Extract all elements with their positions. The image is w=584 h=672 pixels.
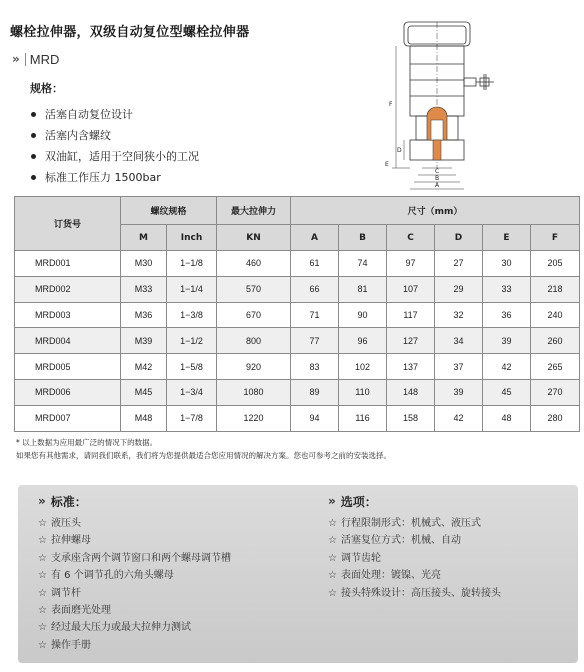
- bullet-icon: [31, 133, 36, 138]
- bullet-icon: [31, 154, 36, 159]
- optional-label: 选项：: [340, 494, 377, 509]
- page-title: 螺栓拉伸器，双级自动复位型螺栓拉伸器: [10, 25, 250, 40]
- table-cell: 270: [531, 379, 580, 405]
- dimension-label: C: [435, 168, 440, 175]
- table-cell: 460: [217, 251, 291, 277]
- optional-section: [328, 493, 501, 602]
- footnote-line: * 以上数据为应用最广泛的情况下的数据。: [16, 438, 158, 447]
- list-item: ☆ 支承座含两个调节窗口和两个螺母调节槽: [38, 552, 231, 564]
- star-icon: ☆: [38, 622, 47, 634]
- list-item: ☆ 液压头: [38, 518, 81, 529]
- table-cell: 127: [387, 328, 435, 354]
- column-header: 最大拉伸力: [217, 197, 291, 225]
- double-chevron-icon: »: [12, 52, 17, 66]
- table-cell: 240: [531, 302, 580, 328]
- table-cell: 33: [483, 276, 531, 302]
- table-cell: MRD003: [15, 302, 121, 328]
- table-cell: 77: [291, 328, 339, 354]
- table-cell: 37: [435, 354, 483, 380]
- table-cell: 205: [531, 251, 580, 277]
- list-item: ☆ 经过最大压力或最大拉伸力测试: [38, 622, 191, 634]
- specs-item: 活塞内含螺纹: [45, 129, 111, 142]
- column-header: E: [483, 225, 531, 251]
- table-cell: 89: [291, 379, 339, 405]
- list-item: [30, 104, 360, 125]
- table-cell: 27: [435, 251, 483, 277]
- star-icon: ☆: [328, 552, 337, 564]
- table-cell: 71: [291, 302, 339, 328]
- column-header: C: [387, 225, 435, 251]
- list-item: ☆ 活塞复位方式：机械、自动: [328, 535, 461, 547]
- tensioner-diagram: [380, 18, 504, 194]
- specs-item: 活塞自动复位设计: [45, 108, 133, 121]
- table-cell: 1220: [217, 405, 291, 431]
- column-header: 订货号: [15, 197, 121, 251]
- table-cell: MRD004: [15, 328, 121, 354]
- star-icon: ☆: [38, 587, 47, 599]
- table-cell: 39: [435, 379, 483, 405]
- column-header: 尺寸（mm）: [291, 197, 580, 225]
- table-cell: M45: [121, 379, 167, 405]
- column-header: D: [435, 225, 483, 251]
- table-cell: M36: [121, 302, 167, 328]
- table-cell: 42: [483, 354, 531, 380]
- star-icon: ☆: [328, 570, 337, 582]
- column-header: M: [121, 225, 167, 251]
- table-cell: 1−3/4: [167, 379, 217, 405]
- table-cell: 32: [435, 302, 483, 328]
- list-item: ☆ 拉伸螺母: [38, 535, 91, 547]
- table-cell: M39: [121, 328, 167, 354]
- table-cell: MRD002: [15, 276, 121, 302]
- table-cell: 34: [435, 328, 483, 354]
- standard-section: [38, 493, 231, 654]
- table-cell: 137: [387, 354, 435, 380]
- list-item: ☆ 调节杆: [38, 587, 81, 599]
- table-cell: 61: [291, 251, 339, 277]
- star-icon: ☆: [328, 518, 337, 529]
- specs-section: [30, 80, 360, 188]
- table-cell: 45: [483, 379, 531, 405]
- specs-item: 标准工作压力 1500bar: [45, 171, 161, 184]
- model-highlight: [70, 51, 190, 67]
- table-cell: 260: [531, 328, 580, 354]
- table-cell: 42: [435, 405, 483, 431]
- footnote: [16, 436, 391, 462]
- list-item: [30, 125, 360, 146]
- table-cell: 102: [339, 354, 387, 380]
- table-row: [15, 302, 580, 328]
- options-panel: [18, 485, 578, 663]
- dimension-label: D: [397, 147, 402, 154]
- table-cell: 83: [291, 354, 339, 380]
- table-cell: MRD006: [15, 379, 121, 405]
- table-cell: 96: [339, 328, 387, 354]
- table-row: [15, 251, 580, 277]
- list-item: ☆ 接头特殊设计：高压接头、旋转接头: [328, 587, 501, 599]
- table-cell: 265: [531, 354, 580, 380]
- double-chevron-icon: »: [38, 494, 43, 508]
- table-cell: M30: [121, 251, 167, 277]
- column-header: 螺纹规格: [121, 197, 217, 225]
- column-header: F: [531, 225, 580, 251]
- table-cell: 74: [339, 251, 387, 277]
- specs-item: 双油缸，适用于空间狭小的工况: [45, 150, 199, 163]
- dimension-label: F: [389, 101, 393, 108]
- table-cell: M33: [121, 276, 167, 302]
- dimension-label: A: [435, 182, 440, 189]
- table-cell: 97: [387, 251, 435, 277]
- star-icon: ☆: [38, 535, 47, 547]
- table-cell: 1−7/8: [167, 405, 217, 431]
- table-cell: 570: [217, 276, 291, 302]
- table-cell: 1−1/8: [167, 251, 217, 277]
- table-cell: MRD007: [15, 405, 121, 431]
- table-cell: 107: [387, 276, 435, 302]
- table-cell: 110: [339, 379, 387, 405]
- table-cell: 148: [387, 379, 435, 405]
- bullet-icon: [31, 112, 36, 117]
- list-item: [30, 146, 360, 167]
- column-header: A: [291, 225, 339, 251]
- dimension-label: E: [385, 161, 389, 168]
- table-cell: M48: [121, 405, 167, 431]
- specs-list: [30, 104, 360, 188]
- star-icon: ☆: [38, 570, 47, 582]
- list-item: ☆ 表面处理：镀镍、光亮: [328, 570, 441, 582]
- table-cell: MRD001: [15, 251, 121, 277]
- footnote-line: 如果您有其他需求，请同我们联系，我们将为您提供最适合您应用情况的解决方案。您也可参考之前的安装选择。: [16, 451, 391, 460]
- table-row: [15, 276, 580, 302]
- table-cell: 39: [483, 328, 531, 354]
- table-cell: 90: [339, 302, 387, 328]
- divider: [25, 53, 26, 66]
- table-cell: 1−3/8: [167, 302, 217, 328]
- standard-label: 标准：: [50, 494, 87, 509]
- table-cell: 48: [483, 405, 531, 431]
- list-item: ☆ 操作手册: [38, 639, 91, 651]
- star-icon: ☆: [38, 552, 47, 564]
- table-cell: 117: [387, 302, 435, 328]
- table-cell: 1080: [217, 379, 291, 405]
- table-row: [15, 379, 580, 405]
- table-cell: 800: [217, 328, 291, 354]
- list-item: ☆ 表面磨光处理: [38, 604, 111, 616]
- table-row: [15, 405, 580, 431]
- star-icon: ☆: [38, 639, 47, 651]
- table-cell: 36: [483, 302, 531, 328]
- star-icon: ☆: [328, 535, 337, 547]
- table-cell: 1−1/2: [167, 328, 217, 354]
- star-icon: ☆: [328, 587, 337, 599]
- table-cell: 1−5/8: [167, 354, 217, 380]
- column-header: KN: [217, 225, 291, 251]
- table-cell: 66: [291, 276, 339, 302]
- star-icon: ☆: [38, 604, 47, 616]
- table-cell: 94: [291, 405, 339, 431]
- table-cell: MRD005: [15, 354, 121, 380]
- table-cell: 30: [483, 251, 531, 277]
- table-row: [15, 328, 580, 354]
- table-cell: 1−1/4: [167, 276, 217, 302]
- list-item: ☆ 行程限制形式：机械式、液压式: [328, 518, 481, 529]
- table-cell: 920: [217, 354, 291, 380]
- table-cell: 29: [435, 276, 483, 302]
- spec-table: [14, 196, 580, 432]
- table-cell: 116: [339, 405, 387, 431]
- table-cell: 280: [531, 405, 580, 431]
- star-icon: ☆: [38, 518, 47, 529]
- list-item: ☆ 有 6 个调节孔的六角头螺母: [38, 570, 174, 582]
- table-cell: 218: [531, 276, 580, 302]
- model-code: MRD: [29, 51, 60, 67]
- specs-label: 规格：: [30, 82, 63, 95]
- list-item: ☆ 调节齿轮: [328, 552, 381, 564]
- double-chevron-icon: »: [328, 494, 333, 508]
- list-item: [30, 167, 360, 188]
- model-row: [12, 51, 412, 67]
- table-cell: 158: [387, 405, 435, 431]
- table-cell: M42: [121, 354, 167, 380]
- bullet-icon: [31, 175, 36, 180]
- table-row: [15, 354, 580, 380]
- column-header: Inch: [167, 225, 217, 251]
- dimension-label: B: [435, 175, 440, 182]
- table-cell: 81: [339, 276, 387, 302]
- column-header: B: [339, 225, 387, 251]
- table-cell: 670: [217, 302, 291, 328]
